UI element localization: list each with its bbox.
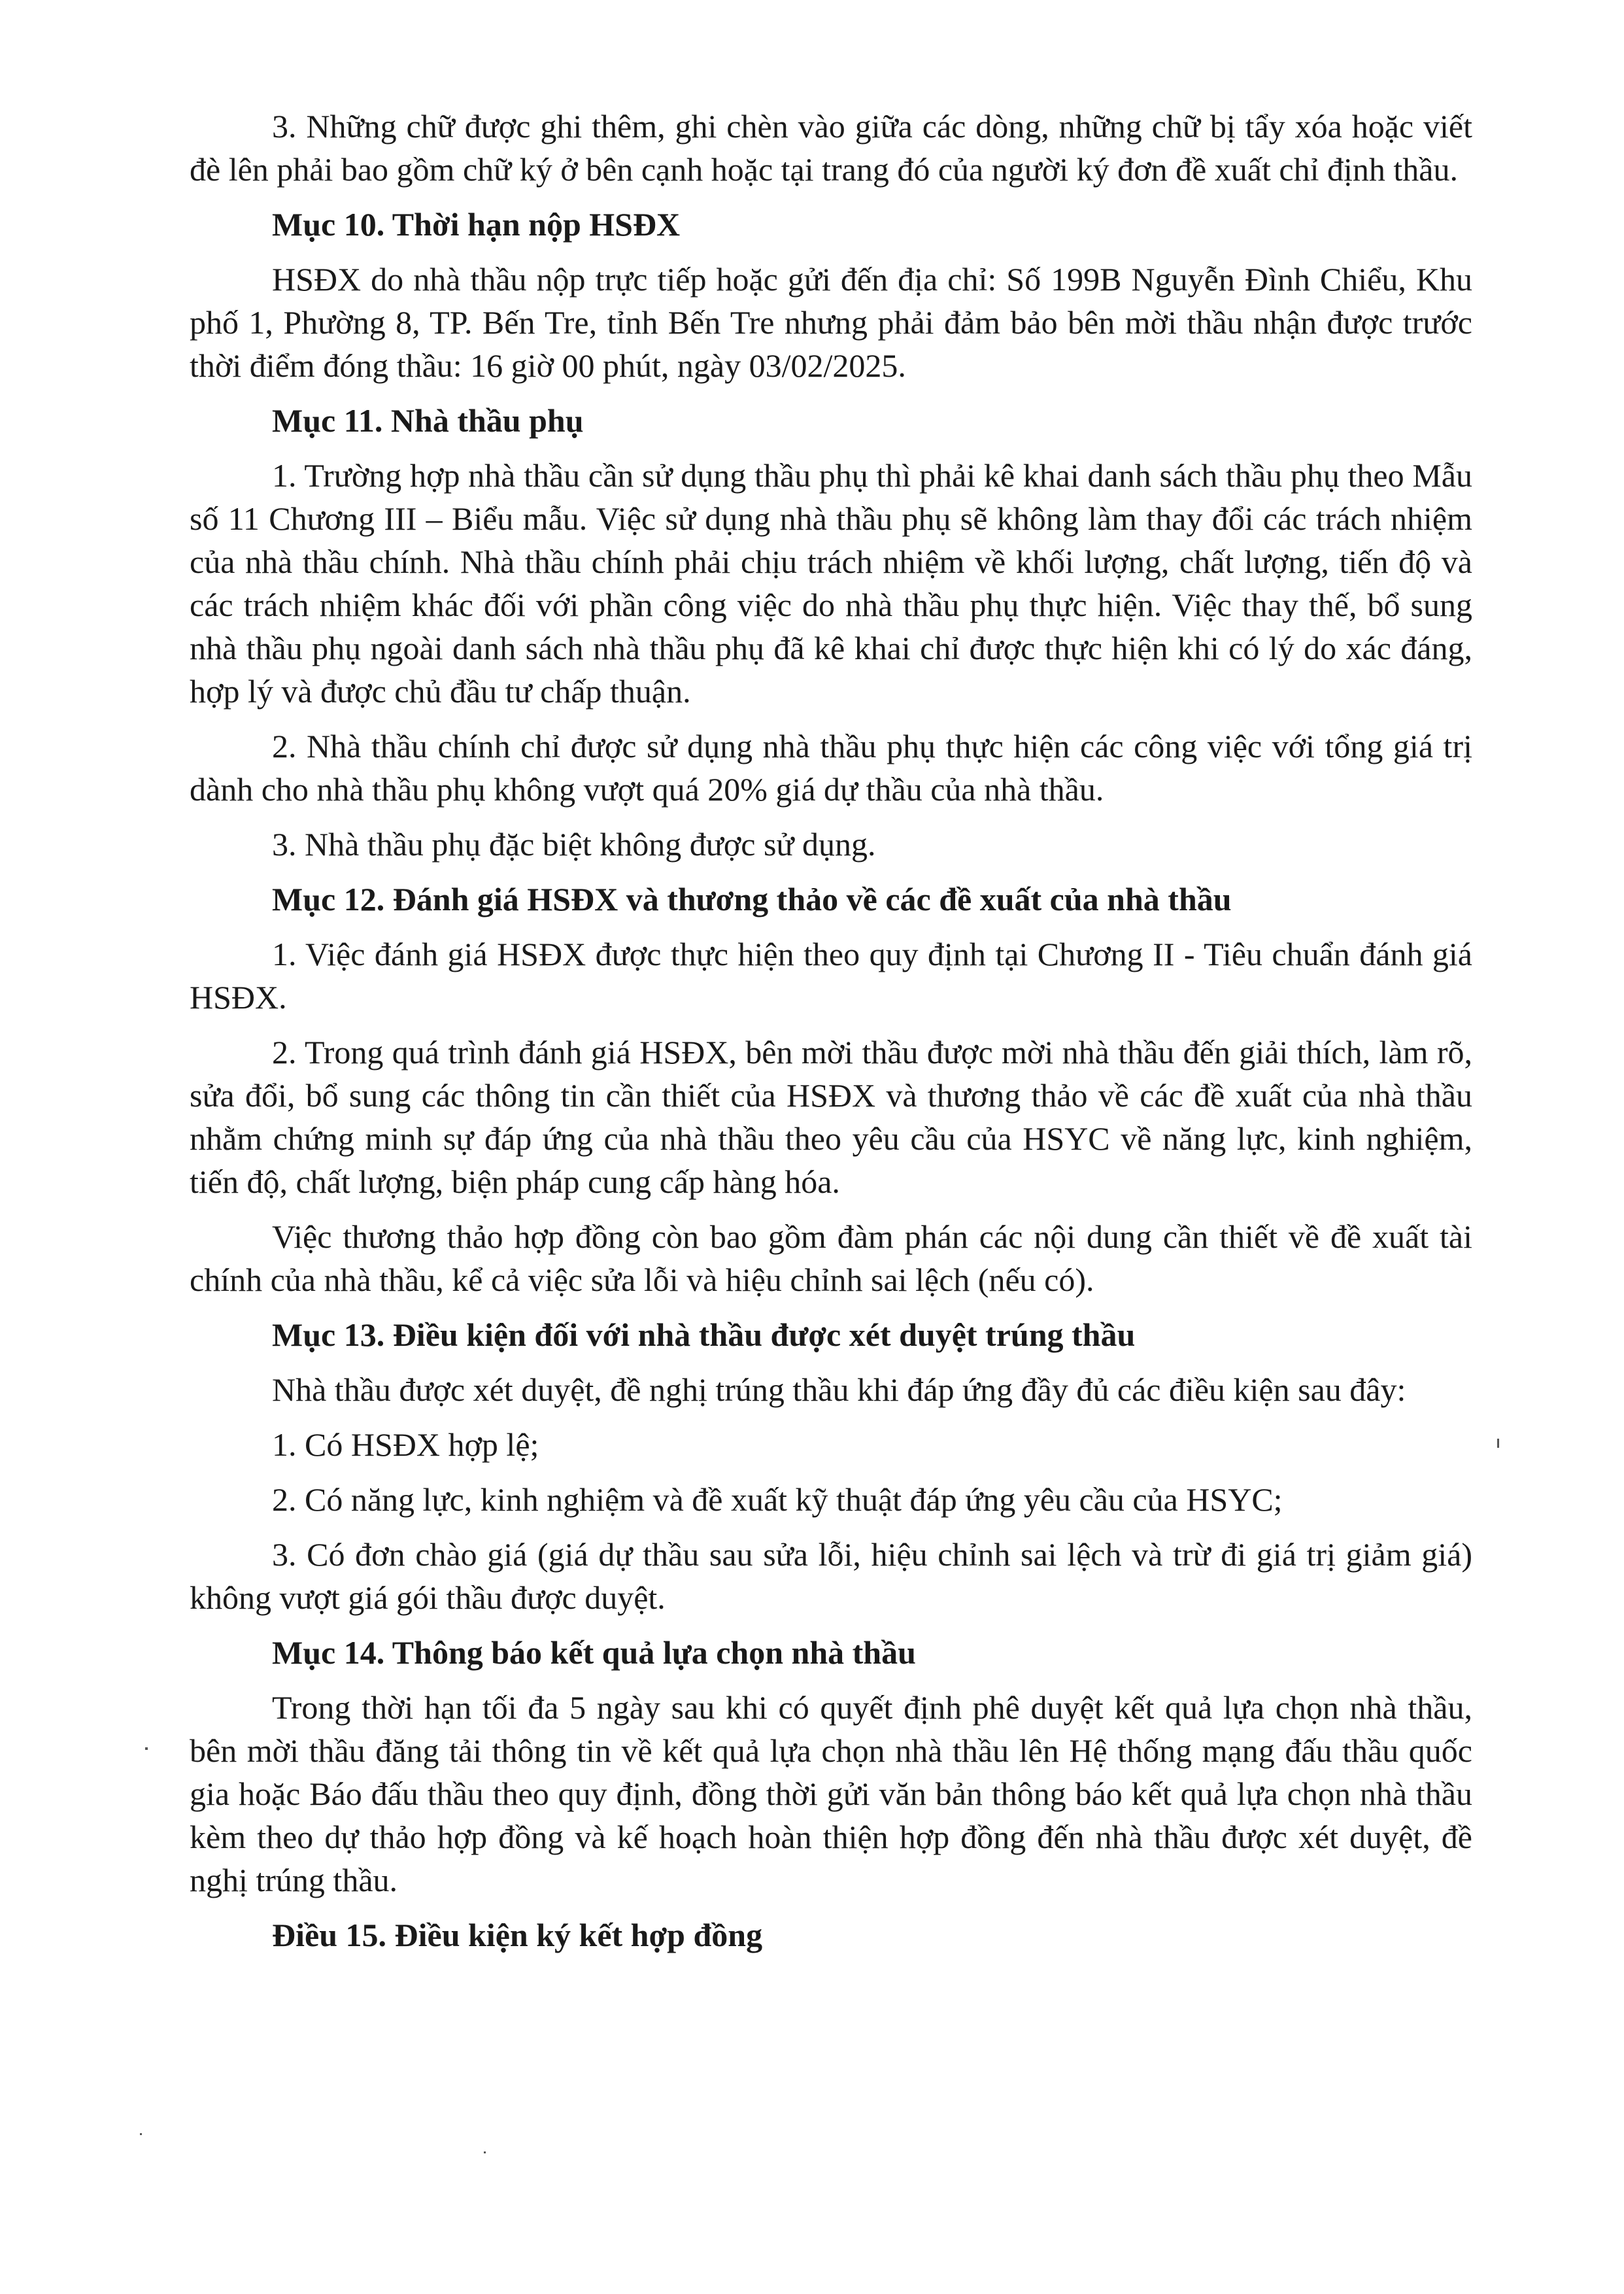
paragraph-evaluation-2: 2. Trong quá trình đánh giá HSĐX, bên mời thầu được mời nhà thầu đến giải thích, làm rõ, sửa đổi, bổ sung các thông tin cần thiết của HSĐX và thương thảo về các đề xuất của nhà thầu nhằm chứng minh sự đáp ứng của nhà thầu theo yêu cầu của HSYC về năng lực, kinh nghiệm, tiến độ, chất lượng, biện pháp cung cấp hàng hóa. — [190, 1034, 1472, 1200]
heading-muc-11: Mục 11. Nhà thầu phụ — [272, 402, 584, 439]
paragraph-evaluation-1: 1. Việc đánh giá HSĐX được thực hiện theo quy định tại Chương II - Tiêu chuẩn đánh giá HSĐX. — [190, 936, 1472, 1016]
heading-muc-12: Mục 12. Đánh giá HSĐX và thương thảo về các đề xuất của nhà thầu — [272, 881, 1232, 917]
paragraph-subcontractor-3: 3. Nhà thầu phụ đặc biệt không được sử dụng. — [272, 826, 876, 863]
paragraph-condition-1: 1. Có HSĐX hợp lệ; — [272, 1426, 539, 1463]
paragraph-correction-rule: 3. Những chữ được ghi thêm, ghi chèn vào giữa các dòng, những chữ bị tẩy xóa hoặc viết đè lên phải bao gồm chữ ký ở bên cạnh hoặc tại trang đó của người ký đơn đề xuất chỉ định thầu. — [190, 108, 1472, 188]
paragraph-subcontractor-2: 2. Nhà thầu chính chỉ được sử dụng nhà thầu phụ thực hiện các công việc với tổng giá trị dành cho nhà thầu phụ không vượt quá 20% giá dự thầu của nhà thầu. — [190, 728, 1472, 808]
heading-muc-13: Mục 13. Điều kiện đối với nhà thầu được xét duyệt trúng thầu — [272, 1316, 1136, 1353]
paragraph-condition-3: 3. Có đơn chào giá (giá dự thầu sau sửa lỗi, hiệu chỉnh sai lệch và trừ đi giá trị giảm giá) không vượt giá gói thầu được duyệt. — [190, 1536, 1472, 1616]
paragraph-result-notice: Trong thời hạn tối đa 5 ngày sau khi có quyết định phê duyệt kết quả lựa chọn nhà thầu, bên mời thầu đăng tải thông tin về kết quả lựa chọn nhà thầu lên Hệ thống mạng đấu thầu quốc gia hoặc Báo đấu thầu theo quy định, đồng thời gửi văn bản thông báo kết quả lựa chọn nhà thầu kèm theo dự thảo hợp đồng và kế hoạch hoàn thiện hợp đồng đến nhà thầu được xét duyệt, đề nghị trúng thầu. — [190, 1689, 1472, 1898]
paragraph-negotiation: Việc thương thảo hợp đồng còn bao gồm đàm phán các nội dung cần thiết về đề xuất tài chính của nhà thầu, kể cả việc sửa lỗi và hiệu chỉnh sai lệch (nếu có). — [190, 1218, 1472, 1298]
paragraph-subcontractor-1: 1. Trường hợp nhà thầu cần sử dụng thầu phụ thì phải kê khai danh sách thầu phụ theo Mẫu số 11 Chương III – Biểu mẫu. Việc sử dụng nhà thầu phụ sẽ không làm thay đổi các trách nhiệm của nhà thầu chính. Nhà thầu chính phải chịu trách nhiệm về khối lượng, chất lượng, tiến độ và các trách nhiệm khác đối với phần công việc do nhà thầu phụ thực hiện. Việc thay thế, bổ sung nhà thầu phụ ngoài danh sách nhà thầu phụ đã kê khai chỉ được thực hiện khi có lý do xác đáng, hợp lý và được chủ đầu tư chấp thuận. — [190, 457, 1472, 710]
scan-speck — [1497, 1439, 1499, 1448]
heading-muc-10: Mục 10. Thời hạn nộp HSĐX — [272, 206, 681, 243]
paragraph-submission-address: HSĐX do nhà thầu nộp trực tiếp hoặc gửi đến địa chỉ: Số 199B Nguyễn Đình Chiểu, Khu phố 1, Phường 8, TP. Bến Tre, tỉnh Bến Tre nhưng phải đảm bảo bên mời thầu nhận được trước thời điểm đóng thầu: 16 giờ 00 phút, ngày 03/02/2025. — [190, 261, 1472, 384]
heading-dieu-15: Điều 15. Điều kiện ký kết hợp đồng — [272, 1917, 763, 1953]
scan-speck — [140, 2133, 142, 2135]
paragraph-condition-2: 2. Có năng lực, kinh nghiệm và đề xuất kỹ thuật đáp ứng yêu cầu của HSYC; — [272, 1481, 1283, 1518]
scan-speck — [484, 2151, 486, 2153]
paragraph-conditions-intro: Nhà thầu được xét duyệt, đề nghị trúng thầu khi đáp ứng đầy đủ các điều kiện sau đây: — [272, 1371, 1406, 1408]
document-page — [190, 105, 1472, 1957]
heading-muc-14: Mục 14. Thông báo kết quả lựa chọn nhà thầu — [272, 1634, 916, 1671]
scan-speck — [145, 1747, 148, 1750]
